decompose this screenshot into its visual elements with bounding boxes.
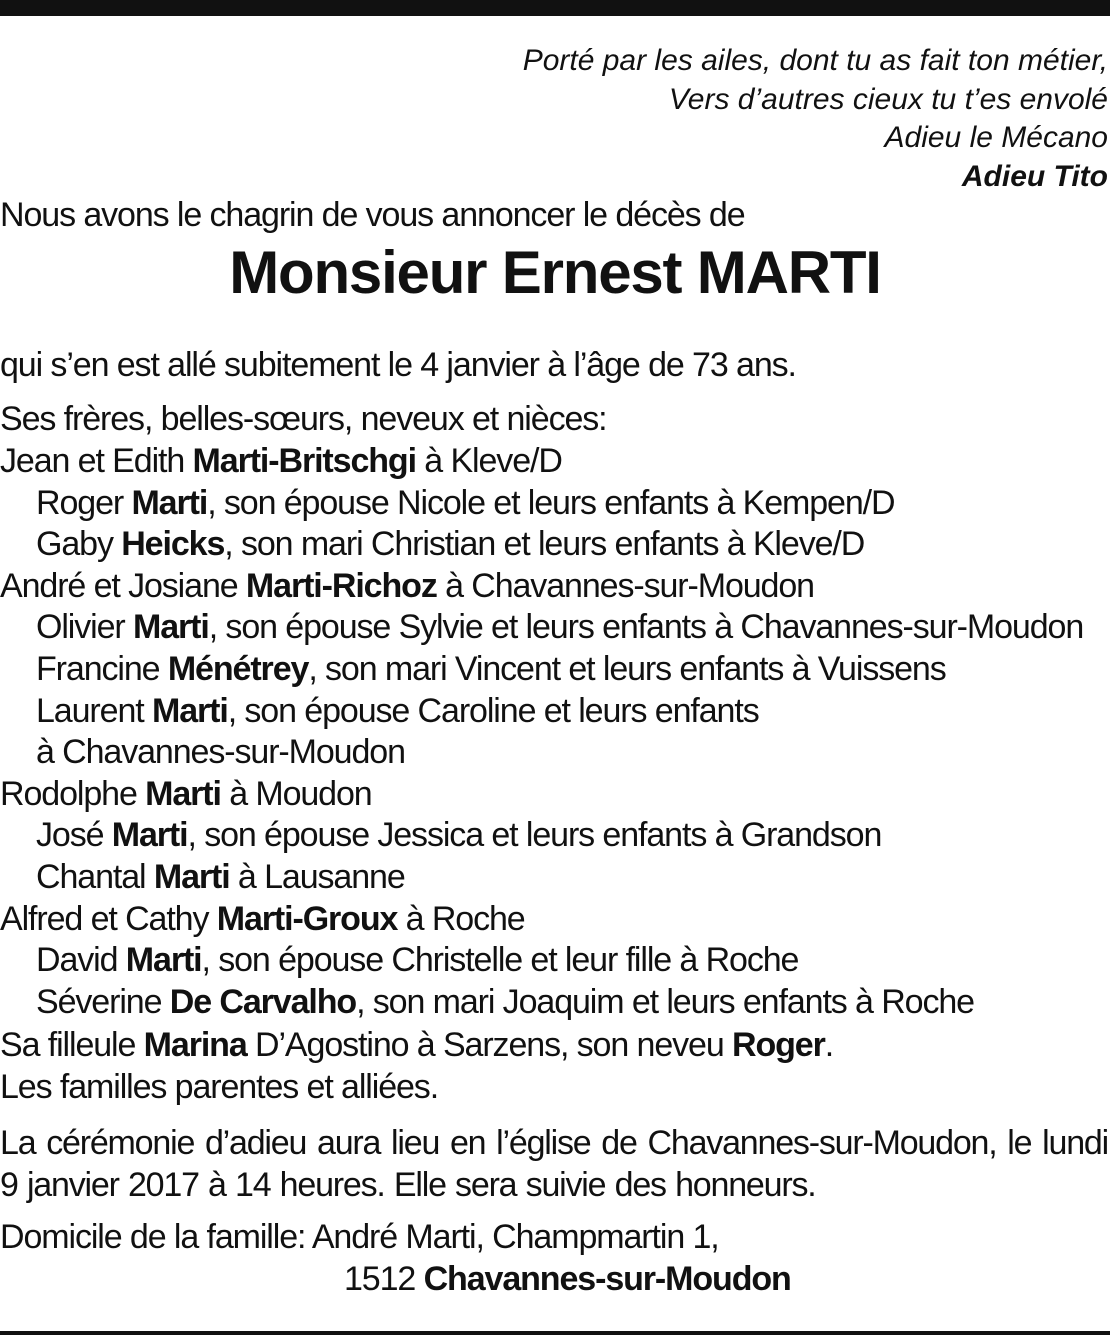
domicile-zip: 1512 [344,1260,424,1298]
domicile-line: Domicile de la famille: André Marti, Champmartin 1, [0,1218,719,1256]
family-member-line [36,941,798,980]
family-member-text: André et Josiane [0,566,246,605]
poem-line: Adieu le Mécano [884,121,1108,154]
family-member-text: José [36,816,112,855]
poem-line: Vers d’autres cieux tu t’es envolé [668,82,1108,116]
top-rule [0,0,1110,16]
domicile-address [344,1260,791,1299]
family-member-detail: à Moudon [220,774,372,813]
family-member-detail: , son épouse Christelle et leur fille à Roche [201,941,799,980]
family-member-surname: Marti-Richoz [245,566,437,605]
relatives-line: Les familles parentes et alliées. [0,1068,439,1106]
family-member-surname: Marti-Britschgi [192,442,416,480]
family-member-line [0,900,525,939]
family-member-surname: Marti-Groux [216,899,398,938]
family-member-line [36,858,405,897]
family-intro: Ses frères, belles-sœurs, neveux et nièces: [0,400,607,438]
family-member-detail: à Roche [397,899,525,938]
family-member-line [36,733,405,772]
family-member-line [36,983,974,1022]
family-member-line [36,650,946,689]
family-member-detail: à Chavannes-sur-Moudon [436,566,814,605]
family-member-detail: , son épouse Jessica et leurs enfants à Grandson [187,816,882,855]
family-member-surname: De Carvalho [169,982,357,1021]
godchild-post: . [824,1026,834,1064]
family-member-surname: Marti [131,483,208,522]
family-member-text: Roger [36,483,132,522]
family-member-text: Jean et Edith [0,442,193,480]
family-member-text: Séverine [36,982,170,1021]
bottom-rule [0,1331,1110,1335]
family-member-text: Chantal [36,858,154,896]
godchild-line [0,1026,833,1065]
family-member-text: Francine [36,650,168,688]
family-member-line [36,608,1083,647]
family-member-detail: , son épouse Caroline et leurs enfants [227,691,759,730]
family-member-line [36,484,894,523]
family-member-text: Rodolphe [0,774,146,813]
family-member-line [36,816,881,855]
family-member-text: David [36,941,126,980]
family-member-surname: Marti [125,941,202,980]
family-member-detail: à Lausanne [229,858,405,896]
family-member-detail: , son mari Christian et leurs enfants à Kleve/D [224,525,865,564]
family-member-surname: Marti [111,816,188,855]
domicile-town: Chavannes-sur-Moudon [423,1260,791,1298]
ceremony-paragraph: La cérémonie d’adieu aura lieu en l’église de Chavannes-sur-Moudon, le lundi 9 janvier 2017 à 14 heures. Elle sera suivie des honneurs. [0,1124,1108,1204]
family-member-detail: , son mari Joaquim et leurs enfants à Roche [356,982,974,1021]
family-member-line [0,442,562,481]
godchild-name: Marina [143,1026,247,1064]
family-member-line [0,567,814,606]
family-member-line [0,775,372,814]
deceased-name: Monsieur Ernest MARTI [229,239,881,306]
nephew-name: Roger [732,1026,825,1064]
family-member-line [36,692,759,731]
family-member-line [36,525,864,564]
family-member-detail: , son mari Vincent et leurs enfants à Vuissens [308,650,946,688]
family-member-text: Olivier [36,608,133,647]
family-member-detail: , son épouse Nicole et leurs enfants à Kempen/D [207,483,895,522]
family-member-surname: Heicks [121,525,225,564]
family-member-surname: Marti [153,858,230,896]
godchild-pre: Sa filleule [0,1026,144,1064]
family-member-detail: , son épouse Sylvie et leurs enfants à Chavannes-sur-Moudon [208,608,1084,647]
family-member-text: à Chavannes-sur-Moudon [36,733,405,772]
family-member-surname: Ménétrey [167,650,309,688]
family-member-surname: Marti [145,774,221,813]
family-member-detail: à Kleve/D [415,442,562,480]
poem-signature: Adieu Tito [961,159,1108,193]
family-member-surname: Marti [133,608,209,647]
family-member-text: Alfred et Cathy [0,899,217,938]
epigraph-poem [523,42,1108,196]
family-member-text: Gaby [36,525,122,564]
family-member-text: Laurent [36,691,152,730]
family-member-surname: Marti [151,691,228,730]
poem-line: Porté par les ailes, dont tu as fait ton métier, [522,44,1108,77]
godchild-mid: D’Agostino à Sarzens, son neveu [246,1026,733,1064]
intro-text: Nous avons le chagrin de vous annoncer le décès de [0,196,745,234]
death-notice-text: qui s’en est allé subitement le 4 janvier à l’âge de 73 ans. [0,346,796,384]
